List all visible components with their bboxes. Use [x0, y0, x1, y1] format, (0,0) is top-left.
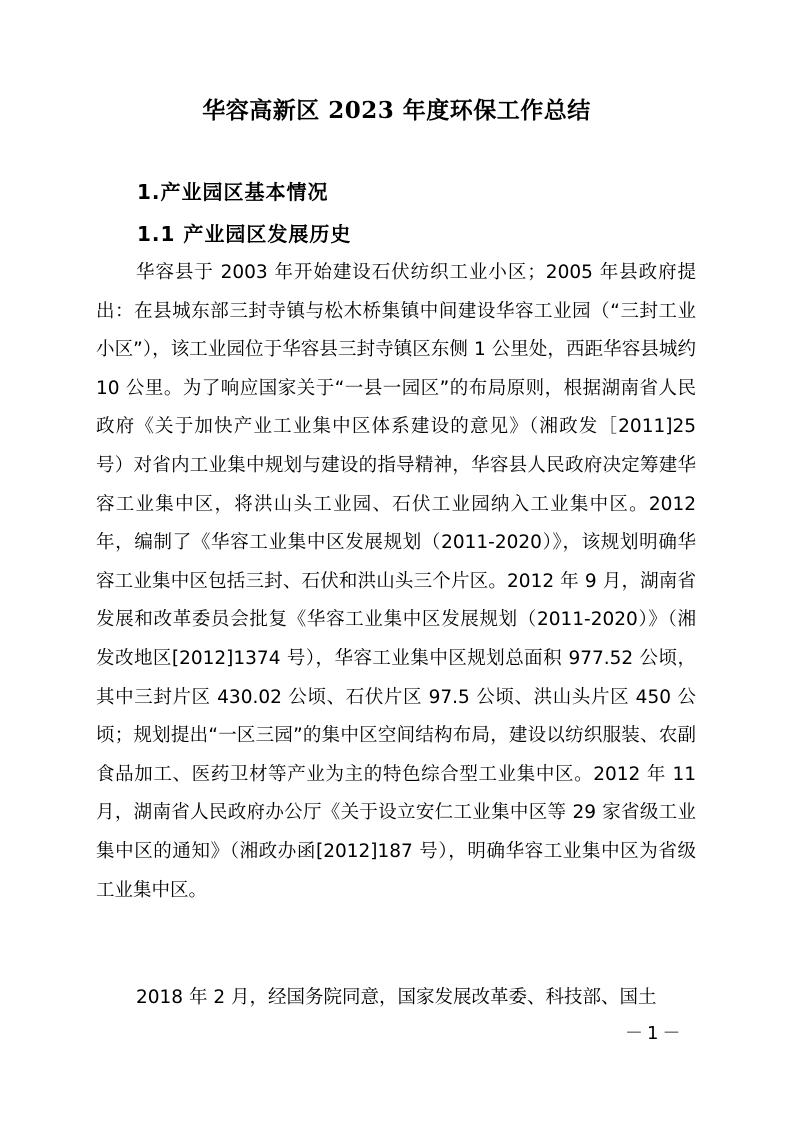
body-paragraph: 华容县于 2003 年开始建设石伏纺织工业小区；2005 年县政府提出：在县城东部三封寺镇与松木桥集镇中间建设华容工业园（“三封工业小区”），该工业园位于华容县三封寺镇区东侧 1 公里处，西距华容县城约 10 公里。为了响应国家关于“一县一园区”的布局原则，根据湖南省人民政府《关于加快产业工业集中区体系建设的意见》（湘政发［2011]25 号）对省内工业集中规划与建设的指导精神，华容县人民政府决定筹建华容工业集中区，将洪山头工业园、石伏工业园纳入工业集中区。2012 年，编制了《华容工业集中区发展规划（2011-2020）》，该规划明确华容工业集中区包括三封、石伏和洪山头三个片区。2012 年 9 月，湖南省发展和改革委员会批复《华容工业集中区发展规划（2011-2020）》（湘发改地区[2012]1374 号），华容工业集中区规划总面积 977.52 公顷，其中三封片区 430.02 公顷、石伏片区 97.5 公顷、洪山头片区 450 公顷；规划提出“一区三园”的集中区空间结构布局，建设以纺织服装、农副食品加工、医药卫材等产业为主的特色综合型工业集中区。2012 年 11 月，湖南省人民政府办公厅《关于设立安仁工业集中区等 29 家省级工业集中区的通知》（湘政办函[2012]187 号），明确华容工业集中区为省级工业集中区。	[96, 262, 696, 901]
page-number: －1－	[625, 1023, 685, 1044]
section-heading: 1.产业园区基本情况	[137, 180, 329, 204]
subsection-heading: 1.1 产业园区发展历史	[137, 222, 352, 246]
body-paragraph: 2018 年 2 月，经国务院同意，国家发展改革委、科技部、国土	[136, 987, 657, 1008]
document-title: 华容高新区 2023 年度环保工作总结	[202, 97, 591, 124]
